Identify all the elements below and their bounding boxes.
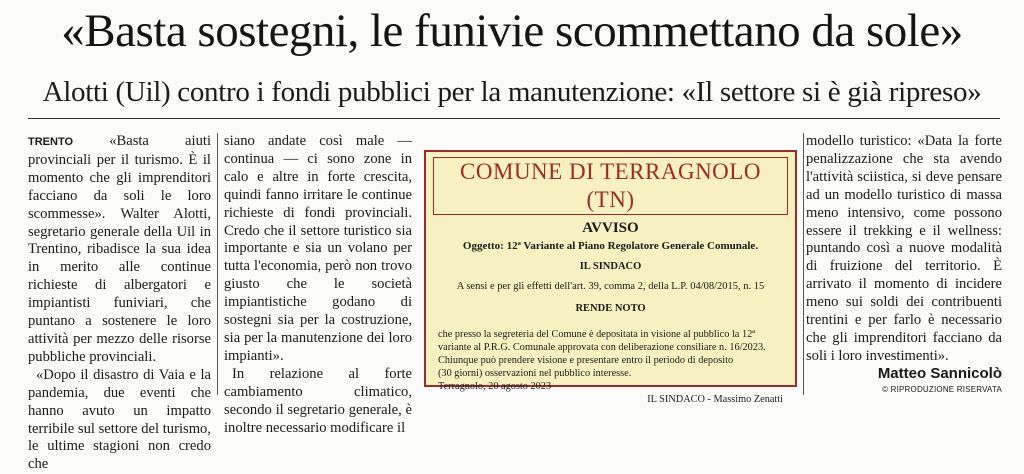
notice-body xyxy=(438,328,785,393)
headline: «Basta sostegni, le funivie scommettano da sole» xyxy=(61,5,963,57)
subheadline: Alotti (Uil) contro i fondi pubblici per la manutenzione: «Il settore si è già ripreso» xyxy=(42,76,982,108)
notice-avviso: AVVISO xyxy=(582,220,639,236)
article-paragraph: «Basta aiuti provinciali per il turismo. È il momento che gli imprenditori facciano da soli le loro scommesse». Walter Alotti, segretario generale della Uil in Trentino, ribadisce la sua idea in merito alle continue richieste di albergatori e impiantisti funiviari, che puntano a sostenere le loro attività per mezzo delle risorse pubbliche provinciali. xyxy=(28,133,211,365)
article-column-1 xyxy=(28,133,211,474)
notice-body-line: (30 giorni) osservazioni nel pubblico interesse. xyxy=(438,368,632,379)
notice-body-line: variante al P.R.G. Comunale approvata con deliberazione consiliare n. 16/2023. xyxy=(438,342,766,353)
headline-divider xyxy=(28,118,1000,119)
article-paragraph: In relazione al forte cambiamento climatico, secondo il segretario generale, è inoltre necessario modificare il xyxy=(224,365,412,436)
article-column-3 xyxy=(806,133,1002,366)
notice-sindaco-heading: IL SINDACO xyxy=(579,261,642,272)
notice-title: COMUNE DI TERRAGNOLO (TN) xyxy=(433,157,788,215)
notice-oggetto: Oggetto: 12ª Variante al Piano Regolatore Generale Comunale. xyxy=(462,240,759,252)
notice-body-line: Chiunque può prendere visione e presentare entro il periodo di deposito xyxy=(438,355,734,366)
notice-rende-noto: RENDE NOTO xyxy=(575,303,646,314)
article-paragraph: «Dopo il disastro di Vaia e la pandemia, due eventi che hanno avuto un impatto terribile sul settore del turismo, le ultime stagioni non credo che xyxy=(28,366,211,473)
notice-legal-reference: A sensi e per gli effetti dell'art. 39, comma 2, della L.P. 04/08/2015, n. 15 xyxy=(456,281,765,292)
notice-signature: IL SINDACO - Massimo Zenatti xyxy=(647,394,783,405)
article-column-2 xyxy=(224,133,412,437)
author-byline: Matteo Sannicolò xyxy=(877,365,1002,382)
column-divider xyxy=(217,133,218,395)
dateline: TRENTO xyxy=(28,136,74,148)
notice-place-date: Terragnolo, 20 agosto 2023 xyxy=(438,381,552,392)
article-paragraph: modello turistico: «Data la forte penalizzazione che sta avendo l'attività sciistica, si deve pensare ad un modello turistico di massa meno intensivo, come possono essere il trekking e il wellness: puntando così a nuove modalità di fruizione del territorio. È arrivato il momento di incidere meno sui soldi dei contribuenti trentini e per farlo è necessario che gli imprenditori facciano da soli i loro investimenti». xyxy=(806,133,1002,364)
article-paragraph: siano andate così male — continua — ci sono zone in calo e altre in forte crescita, quindi fanno irritare le continue richieste di fondi provinciali. Credo che il settore turistico sia importante e sia un volano per tutta l'economia, però non trovo giusto che le società impiantistiche godano di sostegni sia per la costruzione, sia per la manutenzione dei loro impianti». xyxy=(224,133,412,364)
copyright-notice: © RIPRODUZIONE RISERVATA xyxy=(882,385,1002,394)
public-notice-box xyxy=(424,150,797,405)
notice-body-line: che presso la segreteria del Comune è depositata in visione al pubblico la 12ª xyxy=(438,329,756,340)
column-divider xyxy=(803,133,804,395)
